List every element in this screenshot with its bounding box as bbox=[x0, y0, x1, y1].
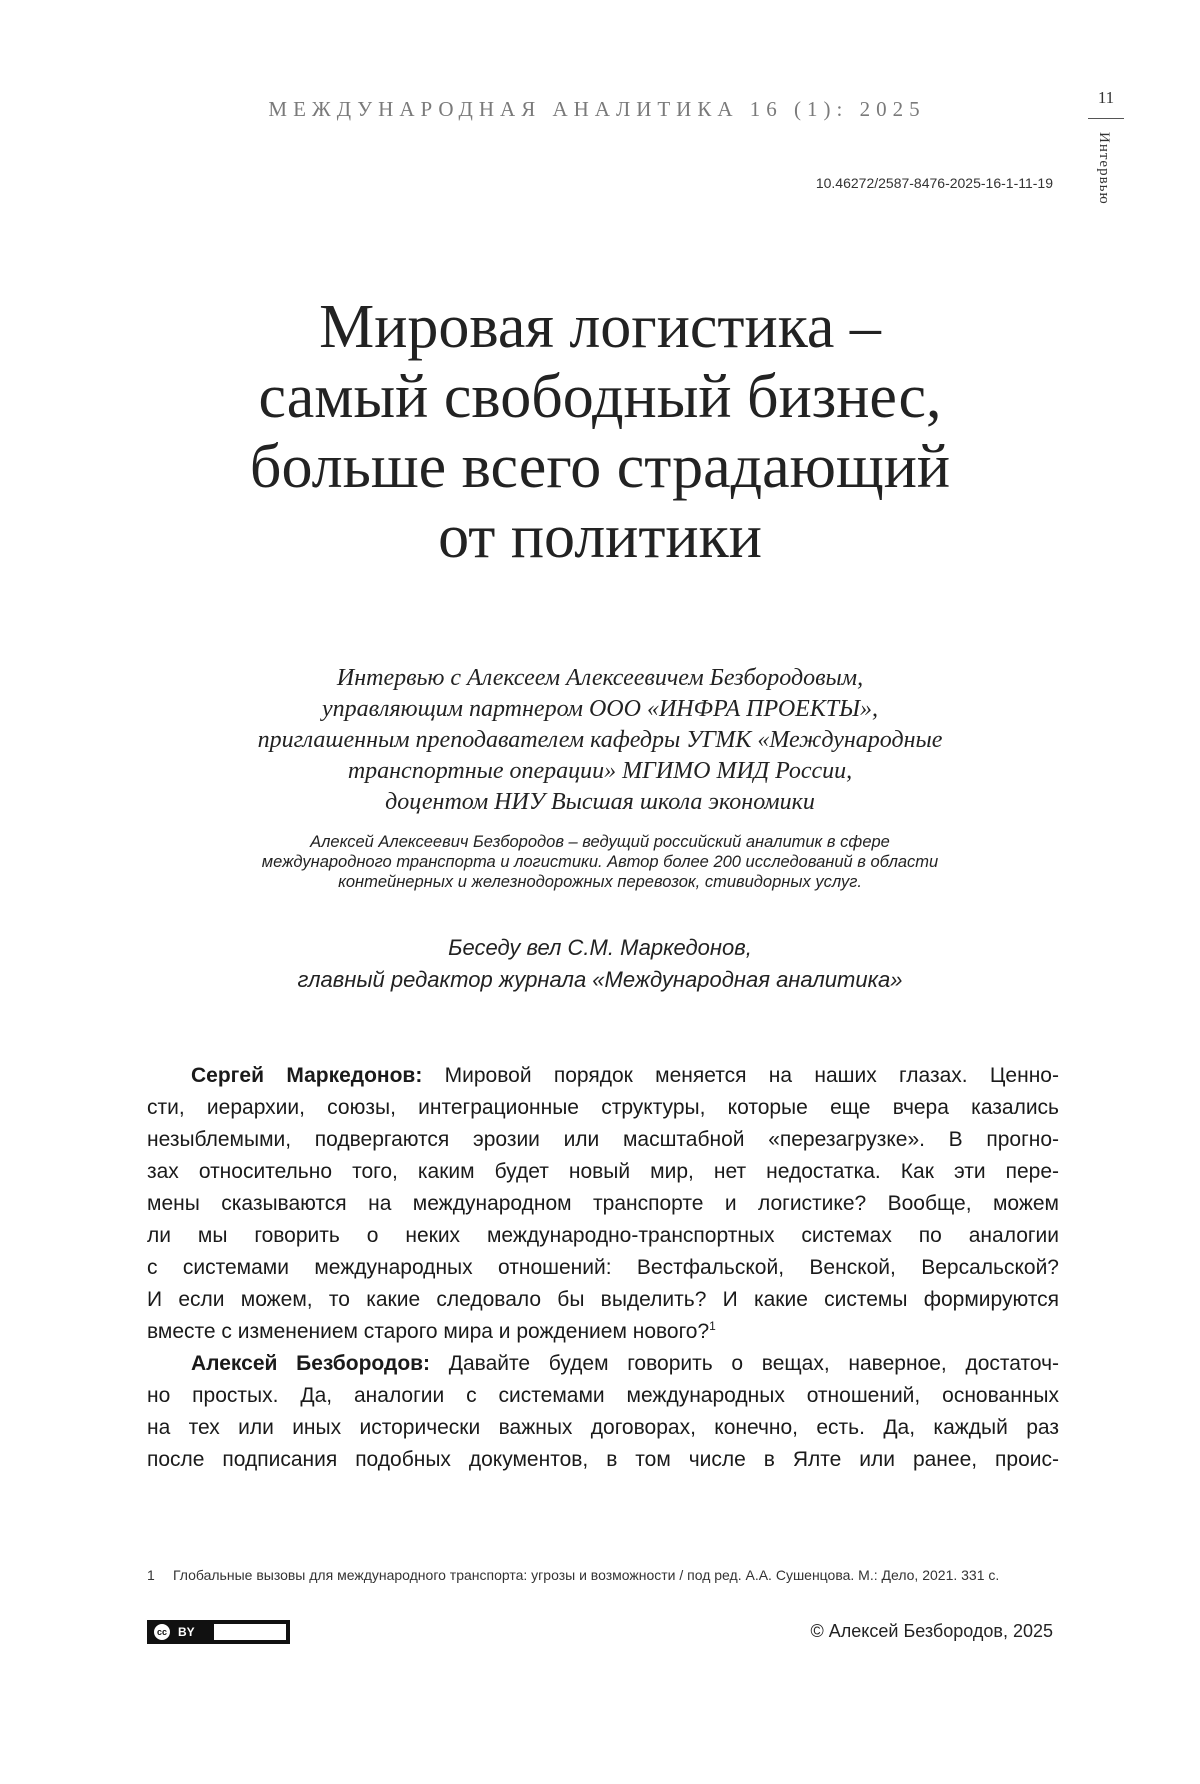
title-line: самый свободный бизнес, bbox=[258, 363, 942, 431]
text-line: на тех или иных исторически важных договорах, конечно, есть. Да, каждый раз bbox=[147, 1416, 1059, 1439]
title-line: больше всего страдающий bbox=[249, 433, 951, 501]
text-line bbox=[147, 1060, 1059, 1092]
license-badge-panel bbox=[214, 1624, 286, 1640]
article-title bbox=[140, 292, 1060, 572]
page-number: 11 bbox=[1097, 88, 1115, 107]
text-line: ли мы говорить о неких международно-транспортных системах по аналогии bbox=[147, 1224, 1059, 1247]
text-line: И если можем, то какие следовало бы выделить? И какие системы формируются bbox=[147, 1288, 1059, 1311]
subtitle-line: управляющим партнером ООО «ИНФРА ПРОЕКТЫ», bbox=[321, 696, 879, 722]
copyright: © Алексей Безбородов, 2025 bbox=[810, 1621, 1053, 1641]
speaker-name: Алексей Безбородов: bbox=[191, 1352, 431, 1375]
speaker-name: Сергей Маркедонов: bbox=[191, 1064, 423, 1087]
text-line: незыблемыми, подвергаются эрозии или масштабной «перезагрузке». В прогно- bbox=[147, 1128, 1059, 1151]
subtitle-line: транспортные операции» МГИМО МИД России, bbox=[347, 758, 853, 784]
text-line: зах относительно того, каким будет новый мир, нет недостатка. Как эти пере- bbox=[147, 1160, 1059, 1183]
text-line: после подписания подобных документов, в том числе в Ялте или ранее, проис- bbox=[147, 1448, 1059, 1471]
text-line: с системами международных отношений: Вестфальской, Венской, Версальской? bbox=[147, 1256, 1059, 1279]
bio-line: Алексей Алексеевич Безбородов – ведущий российский аналитик в сфере bbox=[310, 833, 890, 851]
footnote-number: 1 bbox=[147, 1567, 155, 1583]
cc-by-license-badge[interactable] bbox=[147, 1620, 290, 1644]
title-line: Мировая логистика – bbox=[319, 293, 881, 361]
interviewer-credit bbox=[140, 932, 1060, 996]
bio-line: контейнерных и железнодорожных перевозок, стивидорных услуг. bbox=[338, 873, 862, 891]
section-tab: Интервью bbox=[1096, 132, 1112, 205]
subtitle-line: приглашенным преподавателем кафедры УГМК «Международные bbox=[257, 727, 943, 753]
text-line bbox=[147, 1348, 1059, 1380]
running-head: МЕЖДУНАРОДНАЯ АНАЛИТИКА 16 (1): 2025 bbox=[268, 97, 926, 121]
footnote bbox=[147, 1566, 1059, 1585]
footnote-text: Глобальные вызовы для международного транспорта: угрозы и возможности / под ред. А.А. Сушенцова. М.: Дело, 2021. 331 с. bbox=[173, 1567, 1000, 1583]
text-line-content: вместе с изменением старого мира и рождением нового? bbox=[147, 1320, 710, 1343]
subtitle-line: Интервью с Алексеем Алексеевичем Безбородовым, bbox=[336, 665, 864, 691]
text-line-content: Давайте будем говорить о вещах, наверное, достаточ- bbox=[448, 1352, 1060, 1375]
bio-line: международного транспорта и логистики. Автор более 200 исследований в области bbox=[261, 853, 939, 871]
subtitle-line: доцентом НИУ Высшая школа экономики bbox=[385, 789, 815, 815]
text-line: но простых. Да, аналогии с системами международных отношений, основанных bbox=[147, 1384, 1059, 1407]
interviewer-line: Беседу вел С.М. Маркедонов, bbox=[448, 935, 752, 960]
text-line: сти, иерархии, союзы, интеграционные структуры, которые еще вчера казались bbox=[147, 1096, 1059, 1119]
side-divider bbox=[1088, 118, 1124, 119]
text-line bbox=[147, 1316, 1059, 1348]
doi: 10.46272/2587-8476-2025-16-1-11-19 bbox=[815, 175, 1053, 191]
author-bio bbox=[150, 832, 1050, 892]
interviewer-line: главный редактор журнала «Международная аналитика» bbox=[297, 967, 903, 992]
cc-by-icon: cc bbox=[152, 1622, 172, 1642]
title-line: от политики bbox=[438, 503, 762, 571]
text-line-content: Мировой порядок меняется на наших глазах. Ценно- bbox=[444, 1064, 1059, 1087]
article-subtitle bbox=[140, 663, 1060, 818]
body-text bbox=[147, 1060, 1059, 1476]
footnote-ref[interactable]: 1 bbox=[709, 1319, 716, 1333]
text-line: мены сказываются на международном транспорте и логистике? Вообще, можем bbox=[147, 1192, 1059, 1215]
license-by-label: BY bbox=[178, 1625, 195, 1639]
paragraph bbox=[147, 1348, 1059, 1476]
paragraph bbox=[147, 1060, 1059, 1348]
